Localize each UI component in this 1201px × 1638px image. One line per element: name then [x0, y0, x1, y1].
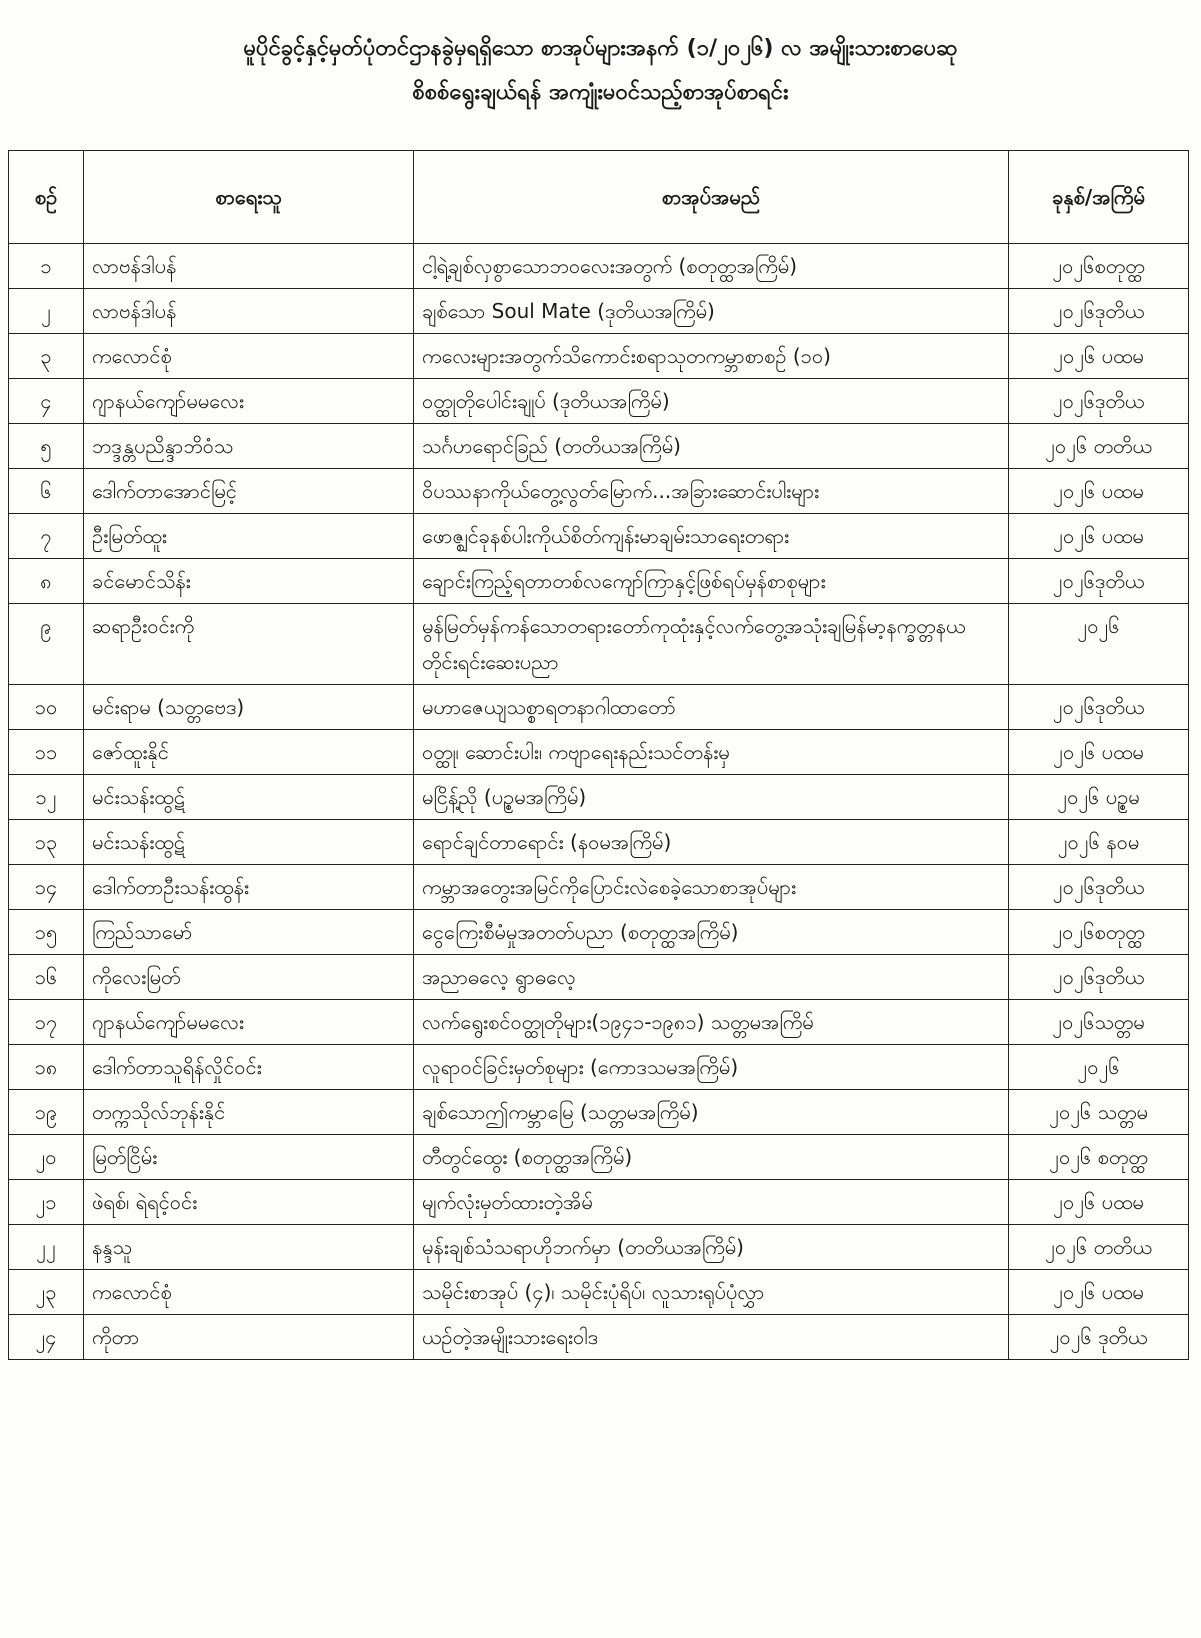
- cell-author: ဘဒ္ဒန္တပညိန္ဒာဘိဝံသ: [84, 424, 414, 469]
- table-row: [9, 1270, 1189, 1315]
- book-list-table: [8, 150, 1189, 1360]
- cell-edition: ၂၀၂၆: [1009, 1045, 1189, 1090]
- cell-no: ၆: [9, 469, 84, 514]
- cell-edition: ၂၀၂၆ ပထမ: [1009, 469, 1189, 514]
- cell-author: ဒေါက်တာဦးသန်းထွန်း: [84, 865, 414, 910]
- cell-edition: ၂၀၂၆ဒုတိယ: [1009, 559, 1189, 604]
- cell-no: ၈: [9, 559, 84, 604]
- cell-edition: ၂၀၂၆ဒုတိယ: [1009, 865, 1189, 910]
- table-row: [9, 685, 1189, 730]
- cell-no: ၁၆: [9, 955, 84, 1000]
- table-row: [9, 730, 1189, 775]
- cell-edition: ၂၀၂၆ စတုတ္ထ: [1009, 1135, 1189, 1180]
- cell-author: ကလောင်စုံ: [84, 334, 414, 379]
- cell-author: လာဗန်ဒါပန်: [84, 244, 414, 289]
- cell-no: ၁၇: [9, 1000, 84, 1045]
- cell-no: ၂၄: [9, 1315, 84, 1360]
- cell-author: နန္ဒသူ: [84, 1225, 414, 1270]
- cell-no: ၁၉: [9, 1090, 84, 1135]
- cell-book: ယဉ်တဲ့အမျိုးသားရေးဝါဒ: [414, 1315, 1009, 1360]
- cell-no: ၄: [9, 379, 84, 424]
- cell-no: ၁၀: [9, 685, 84, 730]
- cell-edition: ၂၀၂၆ ပထမ: [1009, 1180, 1189, 1225]
- document-title-line-2: စိစစ်ရွေးချယ်ရန် အကျုံးမဝင်သည့်စာအုပ်စာရင်း: [412, 80, 789, 105]
- cell-author: ကလောင်စုံ: [84, 1270, 414, 1315]
- document-title-line-1: မူပိုင်ခွင့်နှင့်မှတ်ပုံတင်ဌာနခွဲမှရရှိသော စာအုပ်များအနက် (၁/၂၀၂၆) လ အမျိုးသားစာပေဆု: [243, 36, 958, 61]
- table-row: [9, 775, 1189, 820]
- cell-book: ငွေကြေးစီမံမှုအတတ်ပညာ (စတုတ္ထအကြိမ်): [414, 910, 1009, 955]
- cell-book: လူရာဝင်ခြင်းမှတ်စုများ (ကောဒသမအကြိမ်): [414, 1045, 1009, 1090]
- cell-book: မဟာဇေယျသစ္စာရတနာဂါထာတော်: [414, 685, 1009, 730]
- header-edition: ခုနှစ်/အကြိမ်: [1009, 151, 1189, 244]
- cell-book: ကလေးများအတွက်သိကောင်းစရာသုတကမ္ဘာစာစဉ် (၁၀): [414, 334, 1009, 379]
- cell-book: ဝတ္ထုတိုပေါင်းချုပ် (ဒုတိယအကြိမ်): [414, 379, 1009, 424]
- cell-edition: ၂၀၂၆ဒုတိယ: [1009, 379, 1189, 424]
- cell-no: ၂၁: [9, 1180, 84, 1225]
- cell-book: မငြိန့်ညို (ပဉ္စမအကြိမ်): [414, 775, 1009, 820]
- cell-no: ၅: [9, 424, 84, 469]
- table-row: [9, 424, 1189, 469]
- cell-no: ၇: [9, 514, 84, 559]
- cell-author: ဆရာဦးဝင်းကို: [84, 604, 414, 685]
- cell-book: ချောင်းကြည့်ရတာတစ်လကျော်ကြာနှင့်ဖြစ်ရပ်မှန်စာစုများ: [414, 559, 1009, 604]
- cell-book: သင်္ဂဟရောင်ခြည် (တတိယအကြိမ်): [414, 424, 1009, 469]
- table-row: [9, 559, 1189, 604]
- cell-edition: ၂၀၂၆ ပထမ: [1009, 334, 1189, 379]
- cell-no: ၁၅: [9, 910, 84, 955]
- table-row: [9, 289, 1189, 334]
- cell-book: ဝိပဿနာကိုယ်တွေ့လွတ်မြောက်...အခြားဆောင်းပါးများ: [414, 469, 1009, 514]
- cell-author: ဒေါက်တာသူရိန်လှိုင်ဝင်း: [84, 1045, 414, 1090]
- cell-author: ဖဲရစ်၊ ရဲရင့်ဝင်း: [84, 1180, 414, 1225]
- cell-book: လက်ရွေးစင်ဝတ္ထုတိုများ(၁၉၄၁-၁၉၈၁) သတ္တမအကြိမ်: [414, 1000, 1009, 1045]
- table-row: [9, 865, 1189, 910]
- cell-edition: ၂၀၂၆ တတိယ: [1009, 424, 1189, 469]
- cell-author: မြတ်ငြိမ်း: [84, 1135, 414, 1180]
- cell-edition: ၂၀၂၆ ဒုတိယ: [1009, 1315, 1189, 1360]
- cell-edition: ၂၀၂၆ သတ္တမ: [1009, 1090, 1189, 1135]
- cell-no: ၃: [9, 334, 84, 379]
- cell-no: ၁: [9, 244, 84, 289]
- cell-edition: ၂၀၂၆ တတိယ: [1009, 1225, 1189, 1270]
- table-row: [9, 1045, 1189, 1090]
- cell-book: ငါ့ရဲ့ချစ်လှစွာသောဘဝလေးအတွက် (စတုတ္ထအကြိမ်): [414, 244, 1009, 289]
- cell-edition: ၂၀၂၆ ပထမ: [1009, 1270, 1189, 1315]
- cell-author: ဦးမြတ်ထူး: [84, 514, 414, 559]
- cell-edition: ၂၀၂၆ ပဉ္စမ: [1009, 775, 1189, 820]
- cell-no: ၁၃: [9, 820, 84, 865]
- cell-book: မျက်လုံးမှတ်ထားတဲ့အိမ်: [414, 1180, 1009, 1225]
- table-row: [9, 820, 1189, 865]
- cell-author: ကြည်သာမော်: [84, 910, 414, 955]
- cell-edition: ၂၀၂၆ နဝမ: [1009, 820, 1189, 865]
- cell-edition: ၂၀၂၆သတ္တမ: [1009, 1000, 1189, 1045]
- cell-book: အညာဓလေ့ ရွာဓလေ့: [414, 955, 1009, 1000]
- cell-author: မင်းသန်းထွဋ်: [84, 775, 414, 820]
- cell-author: မင်းရာမ (သတ္တဗေဒ): [84, 685, 414, 730]
- cell-no: ၁၈: [9, 1045, 84, 1090]
- header-no: စဉ်: [9, 151, 84, 244]
- cell-book: ချစ်သော Soul Mate (ဒုတိယအကြိမ်): [414, 289, 1009, 334]
- table-row: [9, 514, 1189, 559]
- cell-book: တီတွင်ထွေး (စတုတ္ထအကြိမ်): [414, 1135, 1009, 1180]
- table-row: [9, 244, 1189, 289]
- cell-no: ၉: [9, 604, 84, 685]
- cell-author: ကိုတာ: [84, 1315, 414, 1360]
- cell-author: မင်းသန်းထွဋ်: [84, 820, 414, 865]
- table-header: [9, 151, 1189, 244]
- table-row: [9, 1135, 1189, 1180]
- cell-edition: ၂၀၂၆ ပထမ: [1009, 730, 1189, 775]
- table-row: [9, 910, 1189, 955]
- cell-author: လာဗန်ဒါပန်: [84, 289, 414, 334]
- cell-no: ၁၄: [9, 865, 84, 910]
- table-row: [9, 379, 1189, 424]
- table-row: [9, 469, 1189, 514]
- cell-author: ခင်မောင်သိန်း: [84, 559, 414, 604]
- cell-author: ကိုလေးမြတ်: [84, 955, 414, 1000]
- cell-edition: ၂၀၂၆ဒုတိယ: [1009, 955, 1189, 1000]
- table-row: [9, 1315, 1189, 1360]
- cell-author: ဂျာနယ်ကျော်မမလေး: [84, 1000, 414, 1045]
- header-book: စာအုပ်အမည်: [414, 151, 1009, 244]
- cell-no: ၂၂: [9, 1225, 84, 1270]
- cell-no: ၂၀: [9, 1135, 84, 1180]
- cell-edition: ၂၀၂၆: [1009, 604, 1189, 685]
- cell-edition: ၂၀၂၆စတုတ္ထ: [1009, 244, 1189, 289]
- cell-book: ချစ်သောဤကမ္ဘာမြေ (သတ္တမအကြိမ်): [414, 1090, 1009, 1135]
- cell-no: ၁၂: [9, 775, 84, 820]
- cell-no: ၂၃: [9, 1270, 84, 1315]
- cell-book: ဝတ္ထု၊ ဆောင်းပါး၊ ကဗျာရေးနည်းသင်တန်းမှ: [414, 730, 1009, 775]
- header-author: စာရေးသူ: [84, 151, 414, 244]
- cell-no: ၁၁: [9, 730, 84, 775]
- cell-edition: ၂၀၂၆ဒုတိယ: [1009, 289, 1189, 334]
- table-body: [9, 244, 1189, 1360]
- cell-edition: ၂၀၂၆ ပထမ: [1009, 514, 1189, 559]
- cell-book: ကမ္ဘာအတွေးအမြင်ကိုပြောင်းလဲစေခဲ့သောစာအုပ်များ: [414, 865, 1009, 910]
- cell-author: တက္ကသိုလ်ဘုန်းနိုင်: [84, 1090, 414, 1135]
- cell-edition: ၂၀၂၆ဒုတိယ: [1009, 685, 1189, 730]
- cell-book: ဖောဇ္ဈင်ခုနစ်ပါးကိုယ်စိတ်ကျန်းမာချမ်းသာရေးတရား: [414, 514, 1009, 559]
- cell-book: ရောင်ချင်တာရောင်း (နဝမအကြိမ်): [414, 820, 1009, 865]
- table-row: [9, 604, 1189, 685]
- table-row: [9, 1090, 1189, 1135]
- header-row: [9, 151, 1189, 244]
- cell-book: မုန်းချစ်သံသရာဟိုဘက်မှာ (တတိယအကြိမ်): [414, 1225, 1009, 1270]
- cell-book: မွန်မြတ်မှန်ကန်သောတရားတော်ကုထုံးနှင့်လက်တွေ့အသုံးချမြန်မာ့နက္ခတ္တနယတိုင်းရင်းဆေးပညာ: [414, 604, 1009, 685]
- cell-book: သမိုင်းစာအုပ် (၄)၊ သမိုင်းပုံရိပ်၊ လူသားရုပ်ပုံလွှာ: [414, 1270, 1009, 1315]
- cell-author: ဂျာနယ်ကျော်မမလေး: [84, 379, 414, 424]
- cell-author: ဇော်ထူးနိုင်: [84, 730, 414, 775]
- table-row: [9, 1180, 1189, 1225]
- table-row: [9, 1000, 1189, 1045]
- table-row: [9, 334, 1189, 379]
- table-row: [9, 1225, 1189, 1270]
- cell-no: ၂: [9, 289, 84, 334]
- table-row: [9, 955, 1189, 1000]
- cell-edition: ၂၀၂၆စတုတ္ထ: [1009, 910, 1189, 955]
- cell-author: ဒေါက်တာအောင်မြင့်: [84, 469, 414, 514]
